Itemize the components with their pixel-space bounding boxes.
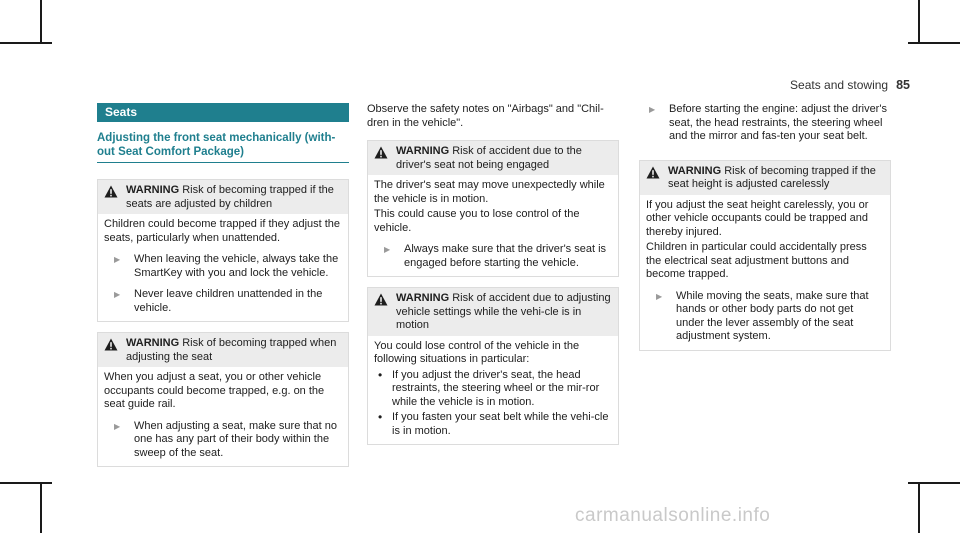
step-arrow-icon: ▶ bbox=[656, 291, 663, 301]
bullet-text: If you adjust the driver's seat, the head restraints, the steering wheel or the mir-ror while the vehicle is in motion. bbox=[392, 368, 600, 408]
warning-label: WARNING bbox=[126, 337, 180, 349]
warning-label: WARNING bbox=[396, 292, 450, 304]
warning-body bbox=[98, 214, 348, 321]
warning-heading: Risk of accident due to the driver's seat not being engaged bbox=[396, 145, 582, 171]
step-arrow-icon: ▶ bbox=[114, 290, 121, 299]
instruction-step bbox=[104, 420, 342, 461]
warning-text: Children could become trapped if they adjust the seats, particularly when unattended. bbox=[104, 218, 341, 244]
warning-text: The driver's seat may move unexpectedly while the vehicle is in motion. bbox=[374, 179, 605, 205]
warning-header bbox=[98, 180, 348, 214]
instruction-step bbox=[639, 103, 891, 144]
step-arrow-icon: ▶ bbox=[384, 245, 391, 254]
intro-text: Observe the safety notes on "Airbags" and "Chil-dren in the vehicle". bbox=[367, 103, 604, 129]
watermark-link[interactable]: carmanualsonline.info bbox=[575, 505, 771, 526]
instruction-step bbox=[104, 288, 342, 315]
step-text: Before starting the engine: adjust the driver's seat, the head restraints, the steering wheel and the mirror and fas-ten your seat belt. bbox=[669, 103, 887, 142]
step-arrow-icon: ▶ bbox=[114, 255, 121, 264]
crop-mark bbox=[918, 0, 920, 44]
bullet-text: If you fasten your seat belt while the vehi-cle is in motion. bbox=[392, 411, 609, 437]
instruction-step bbox=[646, 290, 884, 344]
warning-text: You could lose control of the vehicle in the following situations in particular: bbox=[374, 339, 580, 365]
warning-triangle-icon bbox=[374, 292, 396, 333]
warning-header bbox=[368, 288, 618, 336]
crop-mark bbox=[0, 42, 52, 44]
warning-body bbox=[368, 336, 618, 445]
warning-heading: Risk of becoming trapped when adjusting the seat bbox=[126, 337, 337, 363]
step-text: Never leave children unattended in the vehicle. bbox=[134, 288, 323, 314]
section-title: Adjusting the front seat mechanically (with-out Seat Comfort Package) bbox=[97, 131, 349, 163]
column-3 bbox=[639, 103, 891, 351]
warning-text: If you adjust the seat height carelessly, you or other vehicle occupants could be trapped and thereby injured. bbox=[646, 198, 869, 238]
section-bar: Seats bbox=[97, 103, 349, 122]
warning-header bbox=[368, 141, 618, 175]
step-text: While moving the seats, make sure that hands or other body parts do not get under the lever assembly of the seat adjustment system. bbox=[676, 289, 869, 342]
column-2 bbox=[367, 103, 619, 445]
warning-triangle-icon bbox=[104, 337, 126, 364]
warning-label: WARNING bbox=[668, 164, 722, 177]
step-text: Always make sure that the driver's seat is engaged before starting the vehicle. bbox=[404, 243, 607, 269]
warning-box bbox=[97, 332, 349, 467]
warning-body bbox=[98, 367, 348, 466]
bullet-dot-icon: • bbox=[378, 367, 383, 382]
page-number: 85 bbox=[896, 78, 910, 92]
instruction-step bbox=[104, 253, 342, 280]
warning-text: Children in particular could accidentally press the electrical seat adjustment buttons and become trapped. bbox=[646, 241, 867, 280]
crop-mark bbox=[918, 482, 920, 533]
crop-mark bbox=[40, 482, 42, 533]
crop-mark bbox=[0, 482, 52, 484]
crop-mark bbox=[40, 0, 42, 44]
bullet-item bbox=[374, 369, 612, 410]
warning-text: When you adjust a seat, you or other vehicle occupants could become trapped, e.g. on the seat guide rail. bbox=[104, 371, 325, 410]
step-text: When leaving the vehicle, always take the SmartKey with you and lock the vehicle. bbox=[134, 253, 339, 279]
warning-box bbox=[367, 287, 619, 445]
bullet-dot-icon: • bbox=[378, 410, 383, 424]
bullet-item bbox=[374, 411, 612, 438]
warning-box bbox=[639, 160, 891, 351]
warning-body bbox=[640, 195, 890, 350]
warning-box bbox=[97, 179, 349, 322]
warning-body bbox=[368, 175, 618, 276]
warning-text: This could cause you to lose control of the vehicle. bbox=[374, 208, 580, 234]
warning-heading: Risk of accident due to adjusting vehicle settings while the vehi-cle is in motion bbox=[396, 292, 611, 331]
warning-triangle-icon bbox=[646, 165, 668, 192]
column-1 bbox=[97, 103, 349, 467]
warning-label: WARNING bbox=[396, 145, 450, 157]
crop-mark bbox=[908, 482, 960, 484]
warning-heading: Risk of becoming trapped if the seat height is adjusted carelessly bbox=[668, 164, 876, 190]
step-arrow-icon: ▶ bbox=[649, 105, 656, 114]
warning-heading: Risk of becoming trapped if the seats are adjusted by children bbox=[126, 184, 334, 210]
running-header-section: Seats and stowing bbox=[790, 78, 889, 92]
warning-header bbox=[640, 161, 890, 195]
running-header bbox=[790, 78, 910, 92]
warning-box bbox=[367, 140, 619, 277]
warning-triangle-icon bbox=[374, 145, 396, 172]
crop-mark bbox=[908, 42, 960, 44]
warning-header bbox=[98, 333, 348, 367]
step-arrow-icon: ▶ bbox=[114, 421, 121, 431]
instruction-step bbox=[374, 243, 612, 270]
warning-triangle-icon bbox=[104, 184, 126, 211]
warning-label: WARNING bbox=[126, 184, 180, 196]
step-text: When adjusting a seat, make sure that no one has any part of their body within the sweep of the seat. bbox=[134, 419, 338, 459]
